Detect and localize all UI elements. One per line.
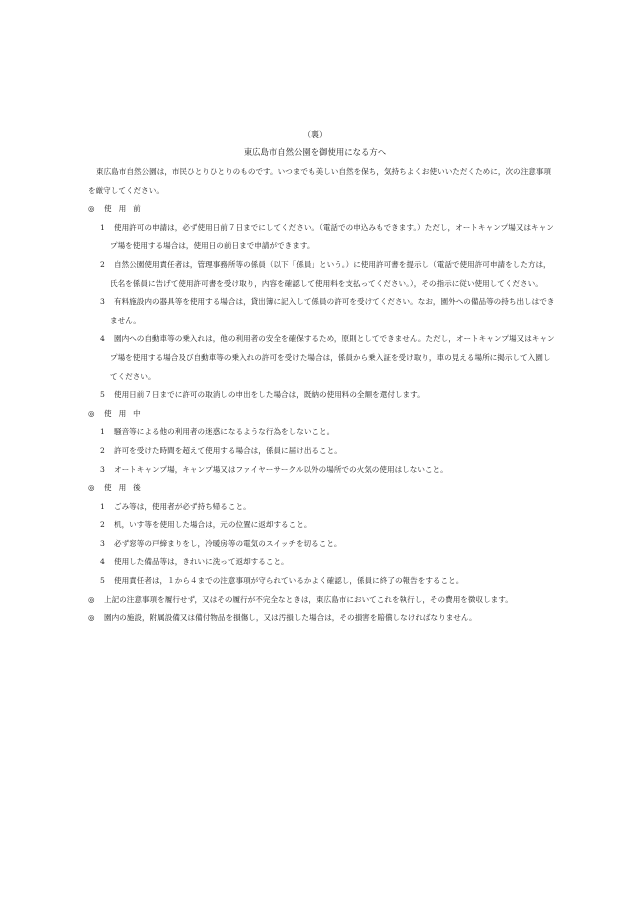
list-item xyxy=(88,572,558,591)
list-item xyxy=(88,442,558,461)
item-number: 5 xyxy=(100,576,105,586)
item-text: 許可を受けた時間を超えて使用する場合は，係員に届け出ること。 xyxy=(114,445,342,455)
item-text: 使用許可の申請は，必ず使用日前７日までにしてください。（電話での申込みもできます。）ただし，オートキャンプ場又はキャンプ場を使用する場合は，使用日の前日まで申請ができます。 xyxy=(110,222,554,251)
item-text: オートキャンプ場，キャンプ場又はファイヤーサークル以外の場所での火気の使用はしないこと。 xyxy=(114,464,448,474)
section-heading-text: 使用前 xyxy=(104,204,148,214)
side-label: （裏） xyxy=(303,130,327,139)
note-text: 園内の施設，附属設備又は備付物品を損傷し，又は汚損した場合は，その損害を賠償しなければなりません。 xyxy=(104,613,477,623)
double-circle-mark: ◎ xyxy=(88,408,95,418)
item-text: 有料施設内の器具等を使用する場合は，貸出簿に記入して係員の許可を受けてください。なお，園外への備品等の持ち出しはできません。 xyxy=(110,297,555,325)
list-item xyxy=(88,293,558,330)
note-enforcement xyxy=(88,591,558,610)
double-circle-mark: ◎ xyxy=(88,594,95,604)
item-text: 園内への自動車等の乗入れは，他の利用者の安全を確保するため，原則としてできません。ただし，オートキャンプ場又はキャンプ場を使用する場合及び自動車等の乗入れの許可を受けた場合は，係員から乗入証を受け取り，車の見える場所に掲示して入園してください。 xyxy=(110,334,555,381)
item-text: 騒音等による他の利用者の迷惑になるような行為をしないこと。 xyxy=(114,427,335,437)
list-item xyxy=(88,461,558,480)
list-item xyxy=(88,516,558,535)
document-body xyxy=(88,163,558,628)
item-number: 2 xyxy=(100,520,105,530)
item-number: 3 xyxy=(100,538,105,548)
item-text: ごみ等は，使用者が必ず持ち帰ること。 xyxy=(114,501,251,511)
item-number: 1 xyxy=(100,427,105,437)
note-text: 上記の注意事項を履行せず，又はその履行が不完全なときは，東広島市においてこれを執行し，その費用を徴収します。 xyxy=(104,594,513,604)
section-heading-during-use xyxy=(88,405,558,424)
item-text: 使用した備品等は，きれいに洗って返却すること。 xyxy=(114,557,289,567)
item-text: 机，いす等を使用した場合は，元の位置に返却すること。 xyxy=(114,520,312,530)
list-item xyxy=(88,535,558,554)
item-text: 使用責任者は，１から４までの注意事項が守られているかよく確認し，係員に終了の報告をすること。 xyxy=(114,576,464,586)
intro-paragraph: 東広島市自然公園は，市民ひとりひとりのものです。いつまでも美しい自然を保ち，気持ちよくお使いいただくために，次の注意事項を厳守してください。 xyxy=(88,167,552,195)
section-heading-after-use xyxy=(88,479,558,498)
item-number: 2 xyxy=(100,445,105,455)
list-item xyxy=(88,423,558,442)
list-item xyxy=(88,219,558,256)
list-item xyxy=(88,330,558,386)
list-item xyxy=(88,256,558,293)
item-text: 使用日前７日までに許可の取消しの申出をした場合は，既納の使用料の全額を還付します。 xyxy=(114,390,425,400)
item-number: 3 xyxy=(100,297,105,307)
section-heading-text: 使用中 xyxy=(104,408,148,418)
item-text: 自然公園使用責任者は，管理事務所等の係員（以下「係員」という。）に使用許可書を提示し（電話で使用許可申請をした方は，氏名を係員に告げて使用許可書を受け取り，内容を確認して使用料を支払ってください。），その指示に従い使用してください。 xyxy=(110,259,551,288)
item-number: 3 xyxy=(100,464,105,474)
item-number: 4 xyxy=(100,557,105,567)
item-number: 5 xyxy=(100,390,105,400)
item-number: 2 xyxy=(100,259,105,269)
list-item xyxy=(88,386,558,405)
note-damages xyxy=(88,609,558,628)
section-heading-before-use xyxy=(88,200,558,219)
item-number: 1 xyxy=(100,501,105,511)
list-item xyxy=(88,553,558,572)
item-number: 1 xyxy=(100,222,105,232)
double-circle-mark: ◎ xyxy=(88,483,95,493)
item-number: 4 xyxy=(100,334,105,344)
item-text: 必ず窓等の戸締まりをし，冷暖房等の電気のスイッチを切ること。 xyxy=(114,538,342,548)
double-circle-mark: ◎ xyxy=(88,204,95,214)
page-title: 東広島市自然公園を御使用になる方へ xyxy=(243,147,387,157)
section-heading-text: 使用後 xyxy=(104,483,148,493)
double-circle-mark: ◎ xyxy=(88,613,95,623)
list-item xyxy=(88,498,558,517)
